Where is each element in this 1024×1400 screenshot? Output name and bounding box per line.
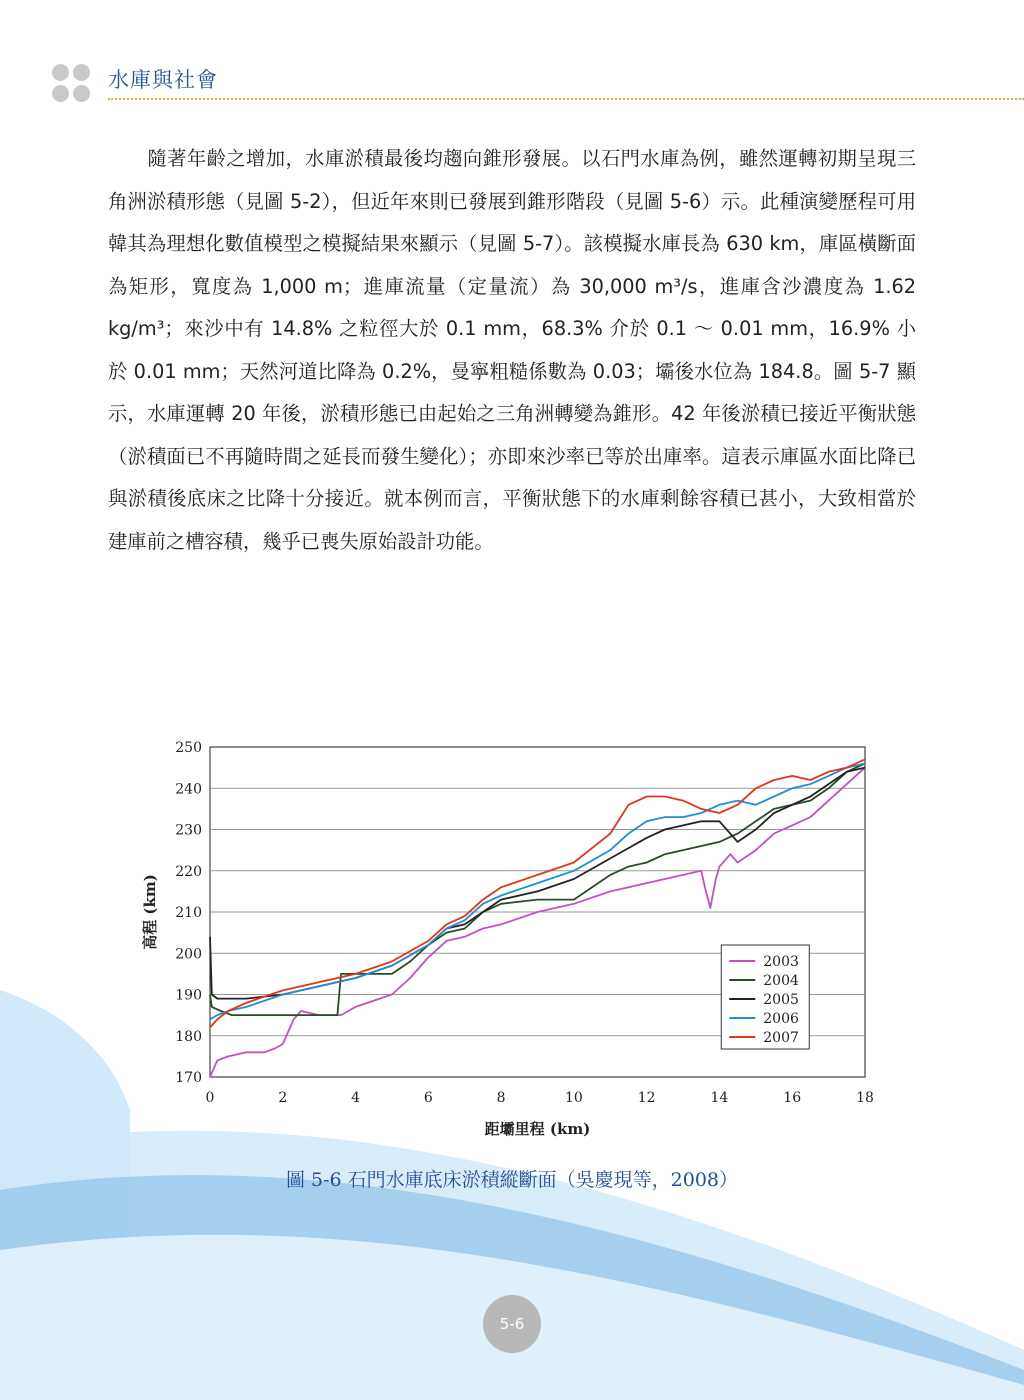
x-tick-label: 0 [205,1090,215,1106]
y-axis-label: 高程 (km) [141,874,159,950]
header-divider [108,98,1024,100]
y-tick-label: 210 [175,905,202,921]
x-tick-label: 6 [423,1090,433,1106]
legend-label-2004: 2004 [763,973,799,989]
y-tick-label: 220 [175,863,202,880]
x-tick-label: 10 [564,1090,583,1106]
legend-label-2005: 2005 [763,992,799,1008]
y-tick-label: 180 [175,1028,202,1045]
legend-label-2003: 2003 [763,954,799,970]
body-text [108,138,916,563]
paragraph: 隨著年齡之增加，水庫淤積最後均趨向錐形發展。以石門水庫為例，雖然運轉初期呈現三角洲淤積形態（見圖 5-2），但近年來則已發展到錐形階段（見圖 5-6）示。此種演變歷程可用韓其為理想化數值模型之模擬結果來顯示（見圖 5-7）。該模擬水庫長為 630 km，庫區橫斷面為矩形，寬度為 1,000 m；進庫流量（定量流）為 30,000 m³/s，進庫含沙濃度為 1.62 kg/m³；來沙中有 14.8% 之粒徑大於 0.1 mm，68.3% 介於 0.1 ～ 0.01 mm，16.9% 小於 0.01 mm；天然河道比降為 0.2%，曼寧粗糙係數為 0.03；壩後水位為 184.8。圖 5-7 顯示，水庫運轉 20 年後，淤積形態已由起始之三角洲轉變為錐形。42 年後淤積已接近平衡狀態（淤積面已不再隨時間之延長而發生變化）；亦即來沙率已等於出庫率。這表示庫區水面比降已與淤積後底床之比降十分接近。就本例而言，平衡狀態下的水庫剩餘容積已甚小，大致相當於建庫前之槽容積，幾乎已喪失原始設計功能。 [108,147,916,553]
y-tick-label: 200 [175,946,202,963]
header-dots-logo [52,64,92,104]
x-tick-label: 8 [496,1090,506,1106]
x-tick-label: 16 [783,1090,802,1106]
chapter-title: 水庫與社會 [108,68,218,92]
x-tick-label: 12 [637,1090,656,1106]
x-tick-label: 4 [351,1090,361,1106]
x-tick-label: 14 [710,1090,729,1106]
y-tick-label: 240 [175,781,202,798]
y-tick-label: 250 [175,740,202,756]
x-axis-label: 距壩里程 (km) [484,1120,591,1138]
y-tick-label: 170 [175,1070,202,1086]
legend-label-2007: 2007 [763,1030,799,1046]
page-number-badge: 5-6 [483,1295,541,1353]
x-tick-label: 18 [856,1090,874,1106]
elevation-profile-chart [130,725,900,1145]
y-tick-label: 230 [175,822,202,839]
y-tick-label: 190 [175,987,202,1004]
x-tick-label: 2 [278,1090,288,1106]
legend-label-2006: 2006 [763,1011,799,1027]
figure-caption: 圖 5-6 石門水庫底床淤積縱斷面（吳慶現等，2008） [285,1169,739,1191]
